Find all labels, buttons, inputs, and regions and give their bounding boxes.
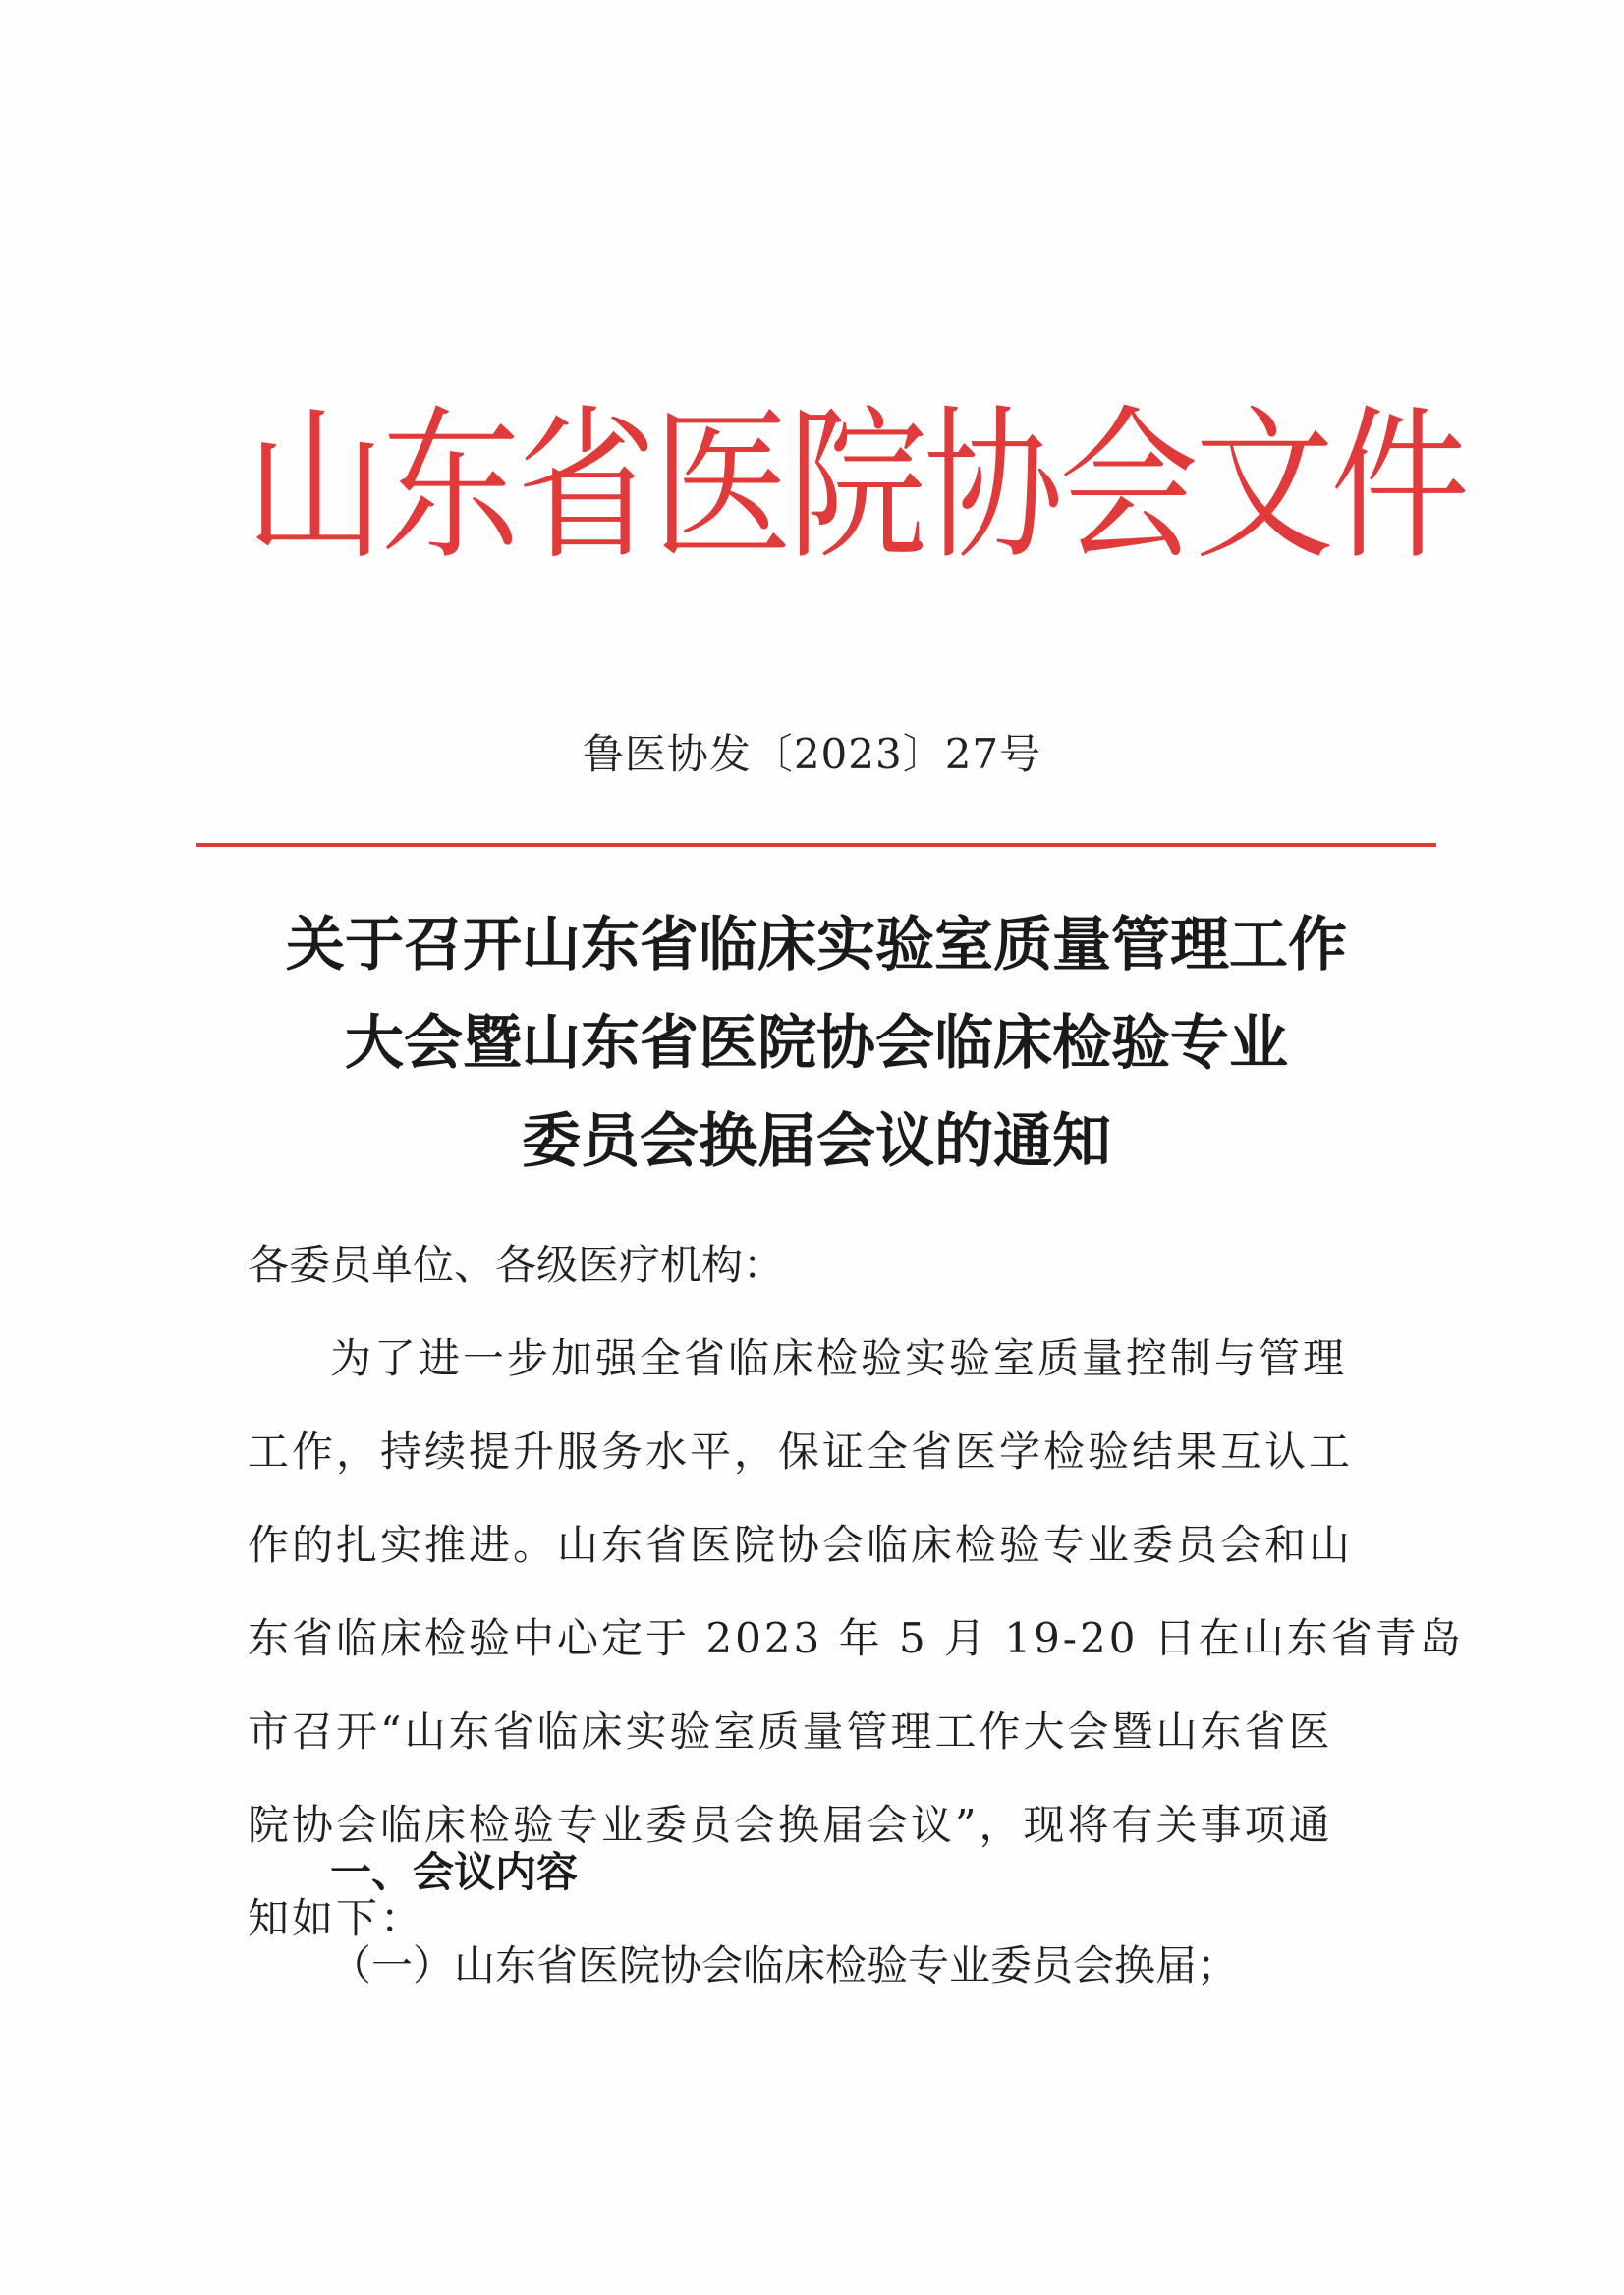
paragraph-line: 作的扎实推进。山东省医院协会临床检验专业委员会和山 [248, 1521, 1354, 1569]
red-divider-line [196, 843, 1436, 847]
paragraph-line: 为了进一步加强全省临床检验实验室质量控制与管理 [330, 1334, 1348, 1382]
paragraph-line: 院协会临床检验专业委员会换届会议”，现将有关事项通 [248, 1801, 1333, 1849]
notice-title [196, 896, 1436, 1191]
paragraph-line: 知如下： [248, 1894, 425, 1942]
paragraph-line: 市召开“山东省临床实验室质量管理工作大会暨山东省医 [248, 1707, 1333, 1756]
masthead-title: 山东省医院协会文件 [246, 391, 1466, 583]
section-heading: 一、会议内容 [330, 1848, 579, 1896]
document-number: 鲁医协发〔2023〕27号 [582, 730, 1042, 778]
title-line-2: 大会暨山东省医院协会临床检验专业 [345, 1009, 1288, 1078]
title-line-1: 关于召开山东省临床实验室质量管理工作 [286, 911, 1347, 980]
paragraph-line: 东省临床检验中心定于 2023 年 5 月 19-20 日在山东省青岛 [248, 1614, 1464, 1662]
paragraph-line: 工作，持续提升服务水平，保证全省医学检验结果互认工 [248, 1427, 1354, 1476]
salutation: 各委员单位、各级医疗机构： [248, 1241, 785, 1289]
list-item: （一）山东省医院协会临床检验专业委员会换届； [330, 1941, 1239, 1989]
title-line-3: 委员会换届会议的通知 [522, 1107, 1111, 1176]
